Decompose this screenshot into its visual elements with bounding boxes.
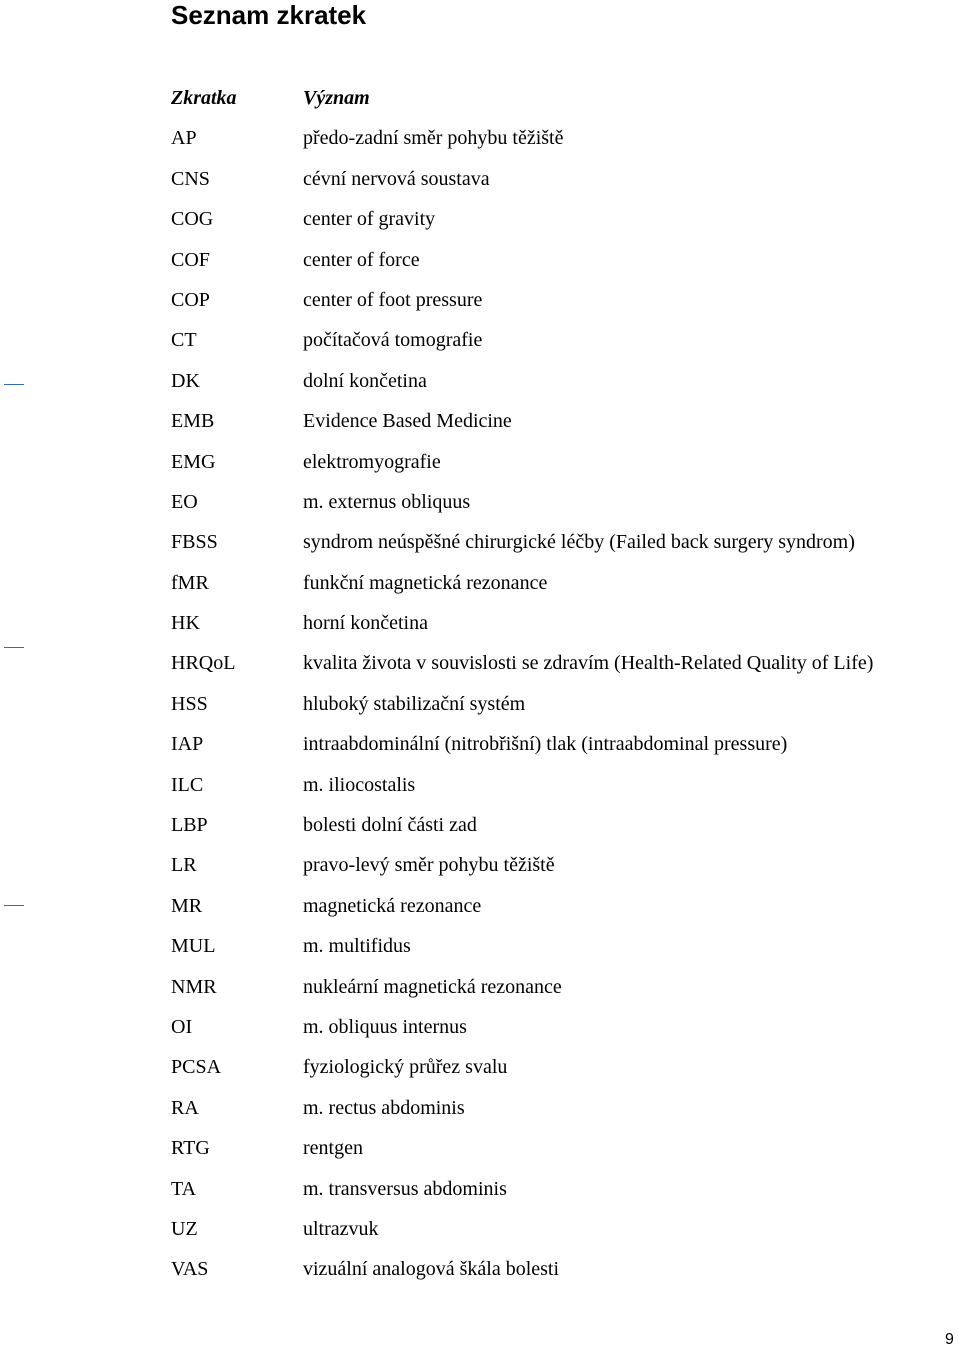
margin-mark — [4, 905, 24, 906]
table-body — [171, 118, 951, 1289]
abbreviation-cell: COF — [171, 248, 210, 271]
margin-mark — [4, 384, 24, 385]
abbreviation-cell: HSS — [171, 692, 208, 715]
table-row — [171, 643, 951, 683]
meaning-cell: center of gravity — [303, 208, 436, 231]
meaning-cell: cévní nervová soustava — [303, 167, 490, 190]
abbreviation-cell: fMR — [171, 571, 209, 594]
meaning-cell: syndrom neúspěšné chirurgické léčby (Failed back surgery syndrom) — [303, 531, 855, 554]
abbreviation-cell: IAP — [171, 733, 204, 756]
table-row — [171, 1169, 951, 1209]
table-row — [171, 1088, 951, 1128]
table-row — [171, 240, 951, 280]
abbreviation-cell: LBP — [171, 814, 208, 837]
meaning-cell: funkční magnetická rezonance — [303, 571, 548, 594]
meaning-cell: Evidence Based Medicine — [303, 410, 512, 433]
table-row — [171, 1047, 951, 1087]
abbreviation-cell: MR — [171, 894, 203, 917]
meaning-cell: fyziologický průřez svalu — [303, 1056, 508, 1079]
table-row — [171, 159, 951, 199]
meaning-cell: hluboký stabilizační systém — [303, 692, 526, 715]
meaning-cell: kvalita života v souvislosti se zdravím (Health-Related Quality of Life) — [303, 652, 874, 675]
page-title: Seznam zkratek — [171, 0, 367, 30]
table-header-row — [171, 78, 951, 118]
meaning-cell: dolní končetina — [303, 369, 427, 392]
meaning-cell: intraabdominální (nitrobřišní) tlak (intraabdominal pressure) — [303, 733, 788, 756]
abbreviation-cell: NMR — [171, 975, 217, 998]
table-row — [171, 280, 951, 320]
table-row — [171, 765, 951, 805]
abbreviation-cell: HRQoL — [171, 652, 236, 675]
meaning-cell: m. obliquus internus — [303, 1015, 467, 1038]
table-row — [171, 603, 951, 643]
abbreviation-cell: ILC — [171, 773, 204, 796]
abbreviation-cell: CT — [171, 329, 197, 352]
table-row — [171, 1249, 951, 1289]
meaning-cell: m. transversus abdominis — [303, 1177, 507, 1200]
table-row — [171, 1128, 951, 1168]
abbreviation-cell: EO — [171, 490, 198, 513]
abbreviation-cell: TA — [171, 1177, 197, 1200]
meaning-cell: center of foot pressure — [303, 288, 483, 311]
abbreviation-cell: COP — [171, 288, 210, 311]
meaning-cell: m. externus obliquus — [303, 490, 471, 513]
abbreviation-cell: PCSA — [171, 1056, 222, 1079]
table-row — [171, 522, 951, 562]
abbreviation-cell: EMG — [171, 450, 216, 473]
meaning-cell: horní končetina — [303, 612, 428, 635]
table-row — [171, 563, 951, 603]
abbreviation-cell: FBSS — [171, 531, 218, 554]
abbreviation-cell: UZ — [171, 1217, 198, 1240]
table-row — [171, 442, 951, 482]
meaning-cell: m. rectus abdominis — [303, 1096, 465, 1119]
table-row — [171, 886, 951, 926]
table-row — [171, 926, 951, 966]
abbreviation-cell: RTG — [171, 1137, 210, 1160]
table-row — [171, 1209, 951, 1249]
meaning-cell: předo-zadní směr pohybu těžiště — [303, 127, 564, 150]
abbreviation-cell: DK — [171, 369, 200, 392]
meaning-cell: ultrazvuk — [303, 1217, 379, 1240]
table-row — [171, 199, 951, 239]
meaning-cell: magnetická rezonance — [303, 894, 482, 917]
abbreviation-cell: OI — [171, 1015, 193, 1038]
abbreviation-cell: LR — [171, 854, 197, 877]
abbreviation-table — [171, 78, 951, 1290]
abbreviation-cell: HK — [171, 612, 200, 635]
meaning-cell: elektromyografie — [303, 450, 441, 473]
abbreviation-cell: EMB — [171, 410, 215, 433]
abbreviation-cell: CNS — [171, 167, 210, 190]
meaning-cell: počítačová tomografie — [303, 329, 483, 352]
table-row — [171, 684, 951, 724]
table-row — [171, 845, 951, 885]
table-row — [171, 320, 951, 360]
abbreviation-cell: RA — [171, 1096, 199, 1119]
meaning-cell: m. multifidus — [303, 935, 411, 958]
table-row — [171, 482, 951, 522]
table-row — [171, 967, 951, 1007]
table-row — [171, 361, 951, 401]
table-row — [171, 118, 951, 158]
meaning-cell: vizuální analogová škála bolesti — [303, 1258, 560, 1281]
abbreviation-column-header: Zkratka — [171, 87, 237, 109]
table-row — [171, 805, 951, 845]
page-number: 9 — [945, 1331, 954, 1348]
meaning-cell: m. iliocostalis — [303, 773, 416, 796]
meaning-cell: bolesti dolní části zad — [303, 814, 477, 837]
margin-mark — [4, 647, 24, 648]
meaning-column-header: Význam — [303, 87, 370, 109]
meaning-cell: center of force — [303, 248, 420, 271]
abbreviation-cell: MUL — [171, 935, 216, 958]
table-row — [171, 724, 951, 764]
abbreviation-cell: VAS — [171, 1258, 209, 1281]
meaning-cell: pravo-levý směr pohybu těžiště — [303, 854, 555, 877]
table-row — [171, 401, 951, 441]
meaning-cell: rentgen — [303, 1137, 363, 1160]
abbreviation-cell: COG — [171, 208, 214, 231]
meaning-cell: nukleární magnetická rezonance — [303, 975, 562, 998]
table-row — [171, 1007, 951, 1047]
abbreviation-cell: AP — [171, 127, 197, 150]
